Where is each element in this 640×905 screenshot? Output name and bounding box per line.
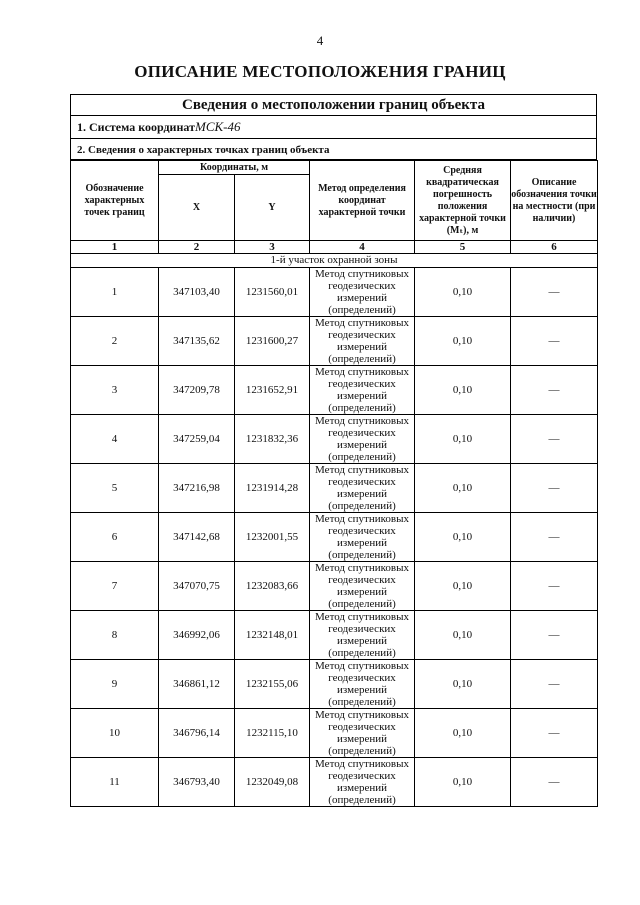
point-number-cell: 4 xyxy=(71,415,159,464)
x-coordinate-cell: 347216,98 xyxy=(159,464,235,513)
x-coordinate-cell: 346793,40 xyxy=(159,758,235,807)
y-coordinate-cell: 1232049,08 xyxy=(235,758,310,807)
y-coordinate-cell: 1232083,66 xyxy=(235,562,310,611)
zone-label: 1-й участок охранной зоны xyxy=(71,254,598,268)
column-number: 2 xyxy=(159,241,235,254)
column-number: 5 xyxy=(415,241,511,254)
y-coordinate-cell: 1231914,28 xyxy=(235,464,310,513)
description-cell: — xyxy=(511,317,598,366)
description-cell: — xyxy=(511,513,598,562)
point-number-cell: 1 xyxy=(71,268,159,317)
header-x: X xyxy=(159,175,235,241)
accuracy-cell: 0,10 xyxy=(415,660,511,709)
table-row xyxy=(71,317,598,366)
description-cell: — xyxy=(511,660,598,709)
description-cell: — xyxy=(511,464,598,513)
table-row xyxy=(71,415,598,464)
accuracy-cell: 0,10 xyxy=(415,268,511,317)
point-number-cell: 3 xyxy=(71,366,159,415)
method-cell: Метод спутниковых геодезических измерений (определений) xyxy=(310,317,415,366)
y-coordinate-cell: 1231832,36 xyxy=(235,415,310,464)
description-cell: — xyxy=(511,611,598,660)
document-title: ОПИСАНИЕ МЕСТОПОЛОЖЕНИЯ ГРАНИЦ xyxy=(134,62,506,81)
y-coordinate-cell: 1231560,01 xyxy=(235,268,310,317)
y-coordinate-cell: 1232115,10 xyxy=(235,709,310,758)
table-row xyxy=(71,709,598,758)
point-number-cell: 9 xyxy=(71,660,159,709)
x-coordinate-cell: 347070,75 xyxy=(159,562,235,611)
y-coordinate-cell: 1232001,55 xyxy=(235,513,310,562)
column-number: 6 xyxy=(511,241,598,254)
boundary-points-table xyxy=(70,160,598,807)
header-method: Метод определения координат характерной точки xyxy=(310,161,415,241)
x-coordinate-cell: 347259,04 xyxy=(159,415,235,464)
coordinate-system-label: 1. Система координат xyxy=(77,120,195,134)
x-coordinate-cell: 346861,12 xyxy=(159,660,235,709)
method-cell: Метод спутниковых геодезических измерений (определений) xyxy=(310,611,415,660)
method-cell: Метод спутниковых геодезических измерений (определений) xyxy=(310,268,415,317)
method-cell: Метод спутниковых геодезических измерений (определений) xyxy=(310,709,415,758)
table-row xyxy=(71,268,598,317)
method-cell: Метод спутниковых геодезических измерений (определений) xyxy=(310,562,415,611)
description-cell: — xyxy=(511,758,598,807)
x-coordinate-cell: 346992,06 xyxy=(159,611,235,660)
x-coordinate-cell: 347209,78 xyxy=(159,366,235,415)
accuracy-cell: 0,10 xyxy=(415,611,511,660)
method-cell: Метод спутниковых геодезических измерений (определений) xyxy=(310,660,415,709)
method-cell: Метод спутниковых геодезических измерений (определений) xyxy=(310,758,415,807)
description-cell: — xyxy=(511,366,598,415)
point-number-cell: 2 xyxy=(71,317,159,366)
x-coordinate-cell: 347103,40 xyxy=(159,268,235,317)
header-y: Y xyxy=(235,175,310,241)
table-row xyxy=(71,562,598,611)
column-number: 1 xyxy=(71,241,159,254)
y-coordinate-cell: 1231600,27 xyxy=(235,317,310,366)
coordinate-system-row xyxy=(70,116,597,139)
table-row xyxy=(71,660,598,709)
accuracy-cell: 0,10 xyxy=(415,709,511,758)
accuracy-cell: 0,10 xyxy=(415,513,511,562)
column-number: 3 xyxy=(235,241,310,254)
y-coordinate-cell: 1231652,91 xyxy=(235,366,310,415)
header-coordinates: Координаты, м xyxy=(159,161,310,175)
x-coordinate-cell: 347135,62 xyxy=(159,317,235,366)
page-number: 4 xyxy=(316,33,324,48)
description-cell: — xyxy=(511,268,598,317)
method-cell: Метод спутниковых геодезических измерений (определений) xyxy=(310,415,415,464)
method-cell: Метод спутниковых геодезических измерений (определений) xyxy=(310,513,415,562)
coordinate-system-value: МСК-46 xyxy=(194,119,241,134)
y-coordinate-cell: 1232148,01 xyxy=(235,611,310,660)
table-row xyxy=(71,513,598,562)
header-description: Описание обозначения точки на местности (при наличии) xyxy=(511,161,598,241)
point-number-cell: 10 xyxy=(71,709,159,758)
x-coordinate-cell: 347142,68 xyxy=(159,513,235,562)
accuracy-cell: 0,10 xyxy=(415,317,511,366)
method-cell: Метод спутниковых геодезических измерений (определений) xyxy=(310,366,415,415)
zone-row xyxy=(71,254,598,268)
y-coordinate-cell: 1232155,06 xyxy=(235,660,310,709)
header-accuracy: Средняя квадратическая погрешность положения характерной точки (Mₜ), м xyxy=(415,161,511,241)
section-title: Сведения о местоположении границ объекта xyxy=(70,94,597,116)
description-cell: — xyxy=(511,562,598,611)
boundary-description-form xyxy=(70,94,597,807)
column-number: 4 xyxy=(310,241,415,254)
accuracy-cell: 0,10 xyxy=(415,464,511,513)
point-number-cell: 8 xyxy=(71,611,159,660)
method-cell: Метод спутниковых геодезических измерений (определений) xyxy=(310,464,415,513)
accuracy-cell: 0,10 xyxy=(415,415,511,464)
point-number-cell: 5 xyxy=(71,464,159,513)
table-row xyxy=(71,758,598,807)
table-row xyxy=(71,464,598,513)
table-row xyxy=(71,611,598,660)
accuracy-cell: 0,10 xyxy=(415,758,511,807)
point-number-cell: 6 xyxy=(71,513,159,562)
accuracy-cell: 0,10 xyxy=(415,562,511,611)
x-coordinate-cell: 346796,14 xyxy=(159,709,235,758)
accuracy-cell: 0,10 xyxy=(415,366,511,415)
points-caption: 2. Сведения о характерных точках границ объекта xyxy=(70,139,597,160)
table-row xyxy=(71,366,598,415)
column-number-row xyxy=(71,241,598,254)
header-point-designation: Обозначение характерных точек границ xyxy=(71,161,159,241)
point-number-cell: 11 xyxy=(71,758,159,807)
description-cell: — xyxy=(511,415,598,464)
description-cell: — xyxy=(511,709,598,758)
point-number-cell: 7 xyxy=(71,562,159,611)
